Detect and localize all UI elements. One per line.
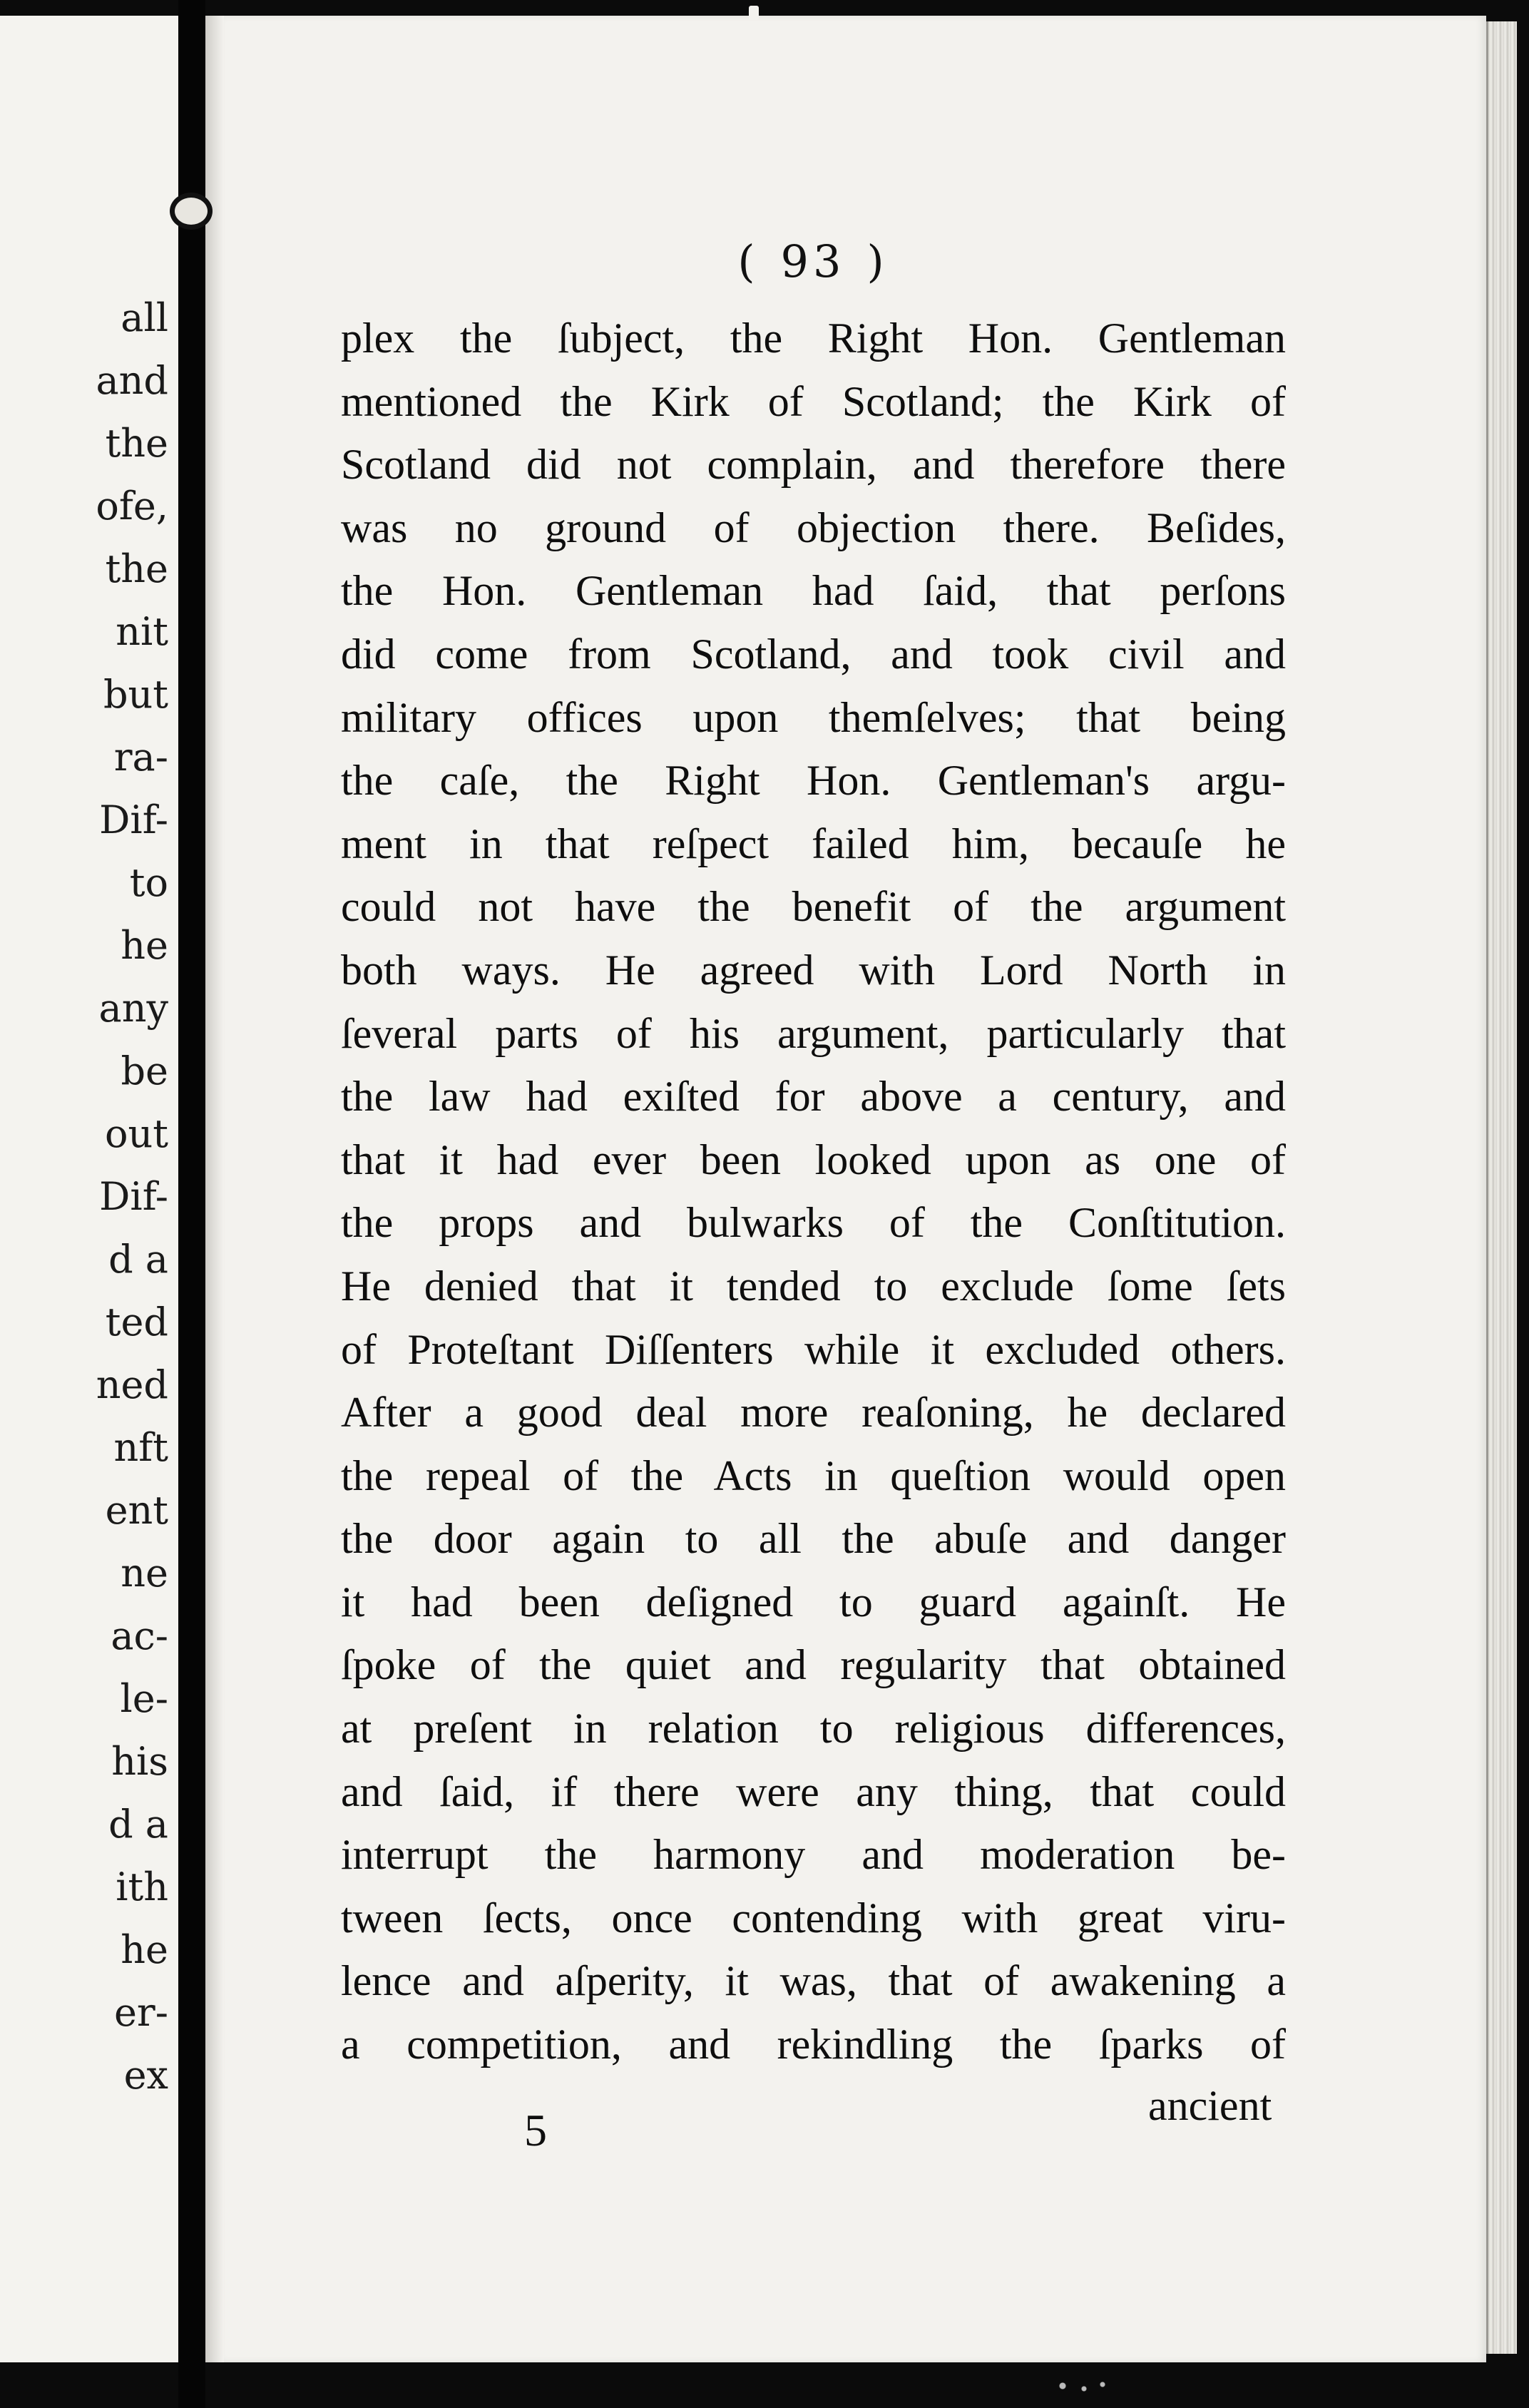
text-line: plex the ſubject, the Right Hon. Gentleman — [341, 315, 1286, 362]
previous-page-line-ending: d a — [108, 1802, 168, 1847]
previous-page-line-ending: but — [103, 672, 168, 717]
page-number — [706, 235, 920, 287]
text-line: the Hon. Gentleman had ſaid, that perſons — [341, 567, 1286, 615]
previous-page-line-ending: the — [105, 421, 168, 466]
previous-page-line-ending: be — [121, 1049, 168, 1093]
text-line: mentioned the Kirk of Scotland; the Kirk of — [341, 377, 1286, 425]
text-line: and ſaid, if there were any thing, that could — [341, 1767, 1286, 1815]
text-line: tween ſects, once contending with great viru- — [341, 1894, 1286, 1942]
previous-page-line-ending: the — [105, 546, 168, 591]
scan-speck — [749, 6, 759, 20]
text-line: Scotland did not complain, and therefore there — [341, 441, 1286, 489]
text-line: it had been deſigned to guard againſt. He — [341, 1578, 1286, 1626]
text-line: did come from Scotland, and took civil and — [341, 630, 1286, 678]
previous-page-line-ending: ofe, — [96, 484, 168, 529]
text-line: the caſe, the Right Hon. Gentleman's argu- — [341, 757, 1286, 805]
previous-page-line-ending: er- — [113, 1990, 168, 2035]
previous-page-line-ending: ted — [105, 1300, 168, 1345]
text-line: of Proteſtant Diſſenters while it excluded others. — [341, 1325, 1286, 1373]
book-gutter — [178, 0, 205, 2408]
previous-page-line-ending: ac- — [111, 1613, 168, 1658]
previous-page-line-ending: nft — [113, 1425, 168, 1470]
previous-page-line-ending: to — [129, 860, 168, 905]
previous-page-line-endings — [96, 287, 168, 2107]
text-line: ſeveral parts of his argument, particularly that — [341, 1009, 1286, 1057]
text-line: the law had exiſted for above a century, and — [341, 1073, 1286, 1121]
previous-page-line-ending: ex — [123, 2053, 168, 2098]
previous-page-line-ending: d a — [108, 1237, 168, 1282]
body-text — [341, 307, 1286, 2076]
previous-page-line-ending: out — [105, 1111, 168, 1156]
text-line: ment in that reſpect failed him, becauſe he — [341, 820, 1286, 867]
text-line: both ways. He agreed with Lord North in — [341, 946, 1286, 994]
previous-page-line-ending: and — [96, 358, 168, 403]
previous-page-line-ending: ned — [96, 1362, 168, 1407]
previous-page-line-ending: his — [111, 1739, 168, 1784]
previous-page-line-ending: ra- — [113, 735, 168, 780]
text-line: a competition, and rekindling the ſparks of — [341, 2021, 1286, 2068]
scan-specks — [1055, 2379, 1113, 2394]
text-line: military offices upon themſelves; that being — [341, 693, 1286, 741]
previous-page-line-ending: ent — [105, 1488, 168, 1533]
text-line: was no ground of objection there. Beſides, — [341, 504, 1286, 551]
text-line: the props and bulwarks of the Conſtitution. — [341, 1199, 1286, 1247]
previous-page-line-ending: nit — [116, 609, 168, 654]
signature-mark: 5 — [524, 2105, 547, 2156]
text-line: interrupt the harmony and moderation be- — [341, 1831, 1286, 1879]
page-number-open-paren: ( — [737, 235, 760, 287]
text-line: After a good deal more reaſoning, he declared — [341, 1389, 1286, 1437]
previous-page-line-ending: he — [121, 923, 168, 968]
text-line: lence and aſperity, it was, that of awakening a — [341, 1957, 1286, 2005]
previous-page-line-ending: Dif- — [99, 797, 168, 842]
binding-thread-mark — [170, 193, 213, 230]
previous-page-line-ending: any — [98, 986, 168, 1031]
previous-page-line-ending: ne — [121, 1551, 168, 1596]
text-line: the repeal of the Acts in queſtion would open — [341, 1452, 1286, 1499]
catchword: ancient — [1148, 2082, 1272, 2129]
text-line: that it had ever been looked upon as one of — [341, 1136, 1286, 1183]
previous-page-line-ending: le- — [120, 1676, 168, 1721]
previous-page-line-ending: Dif- — [99, 1174, 168, 1219]
page-number-value: 93 — [780, 235, 846, 287]
text-line: the door again to all the abuſe and danger — [341, 1515, 1286, 1563]
text-line: ſpoke of the quiet and regularity that obtained — [341, 1641, 1286, 1689]
text-line: He denied that it tended to exclude ſome ſets — [341, 1262, 1286, 1310]
text-line: at preſent in relation to religious differences, — [341, 1705, 1286, 1753]
previous-page-fragment — [0, 16, 178, 2362]
page-number-close-paren: ) — [866, 235, 889, 287]
page-edges — [1486, 21, 1517, 2354]
previous-page-line-ending: he — [121, 1927, 168, 1972]
text-line: could not have the benefit of the argument — [341, 883, 1286, 931]
previous-page-line-ending: ith — [116, 1864, 168, 1909]
previous-page-line-ending: all — [121, 295, 168, 340]
gutter-shadow — [205, 16, 224, 2362]
